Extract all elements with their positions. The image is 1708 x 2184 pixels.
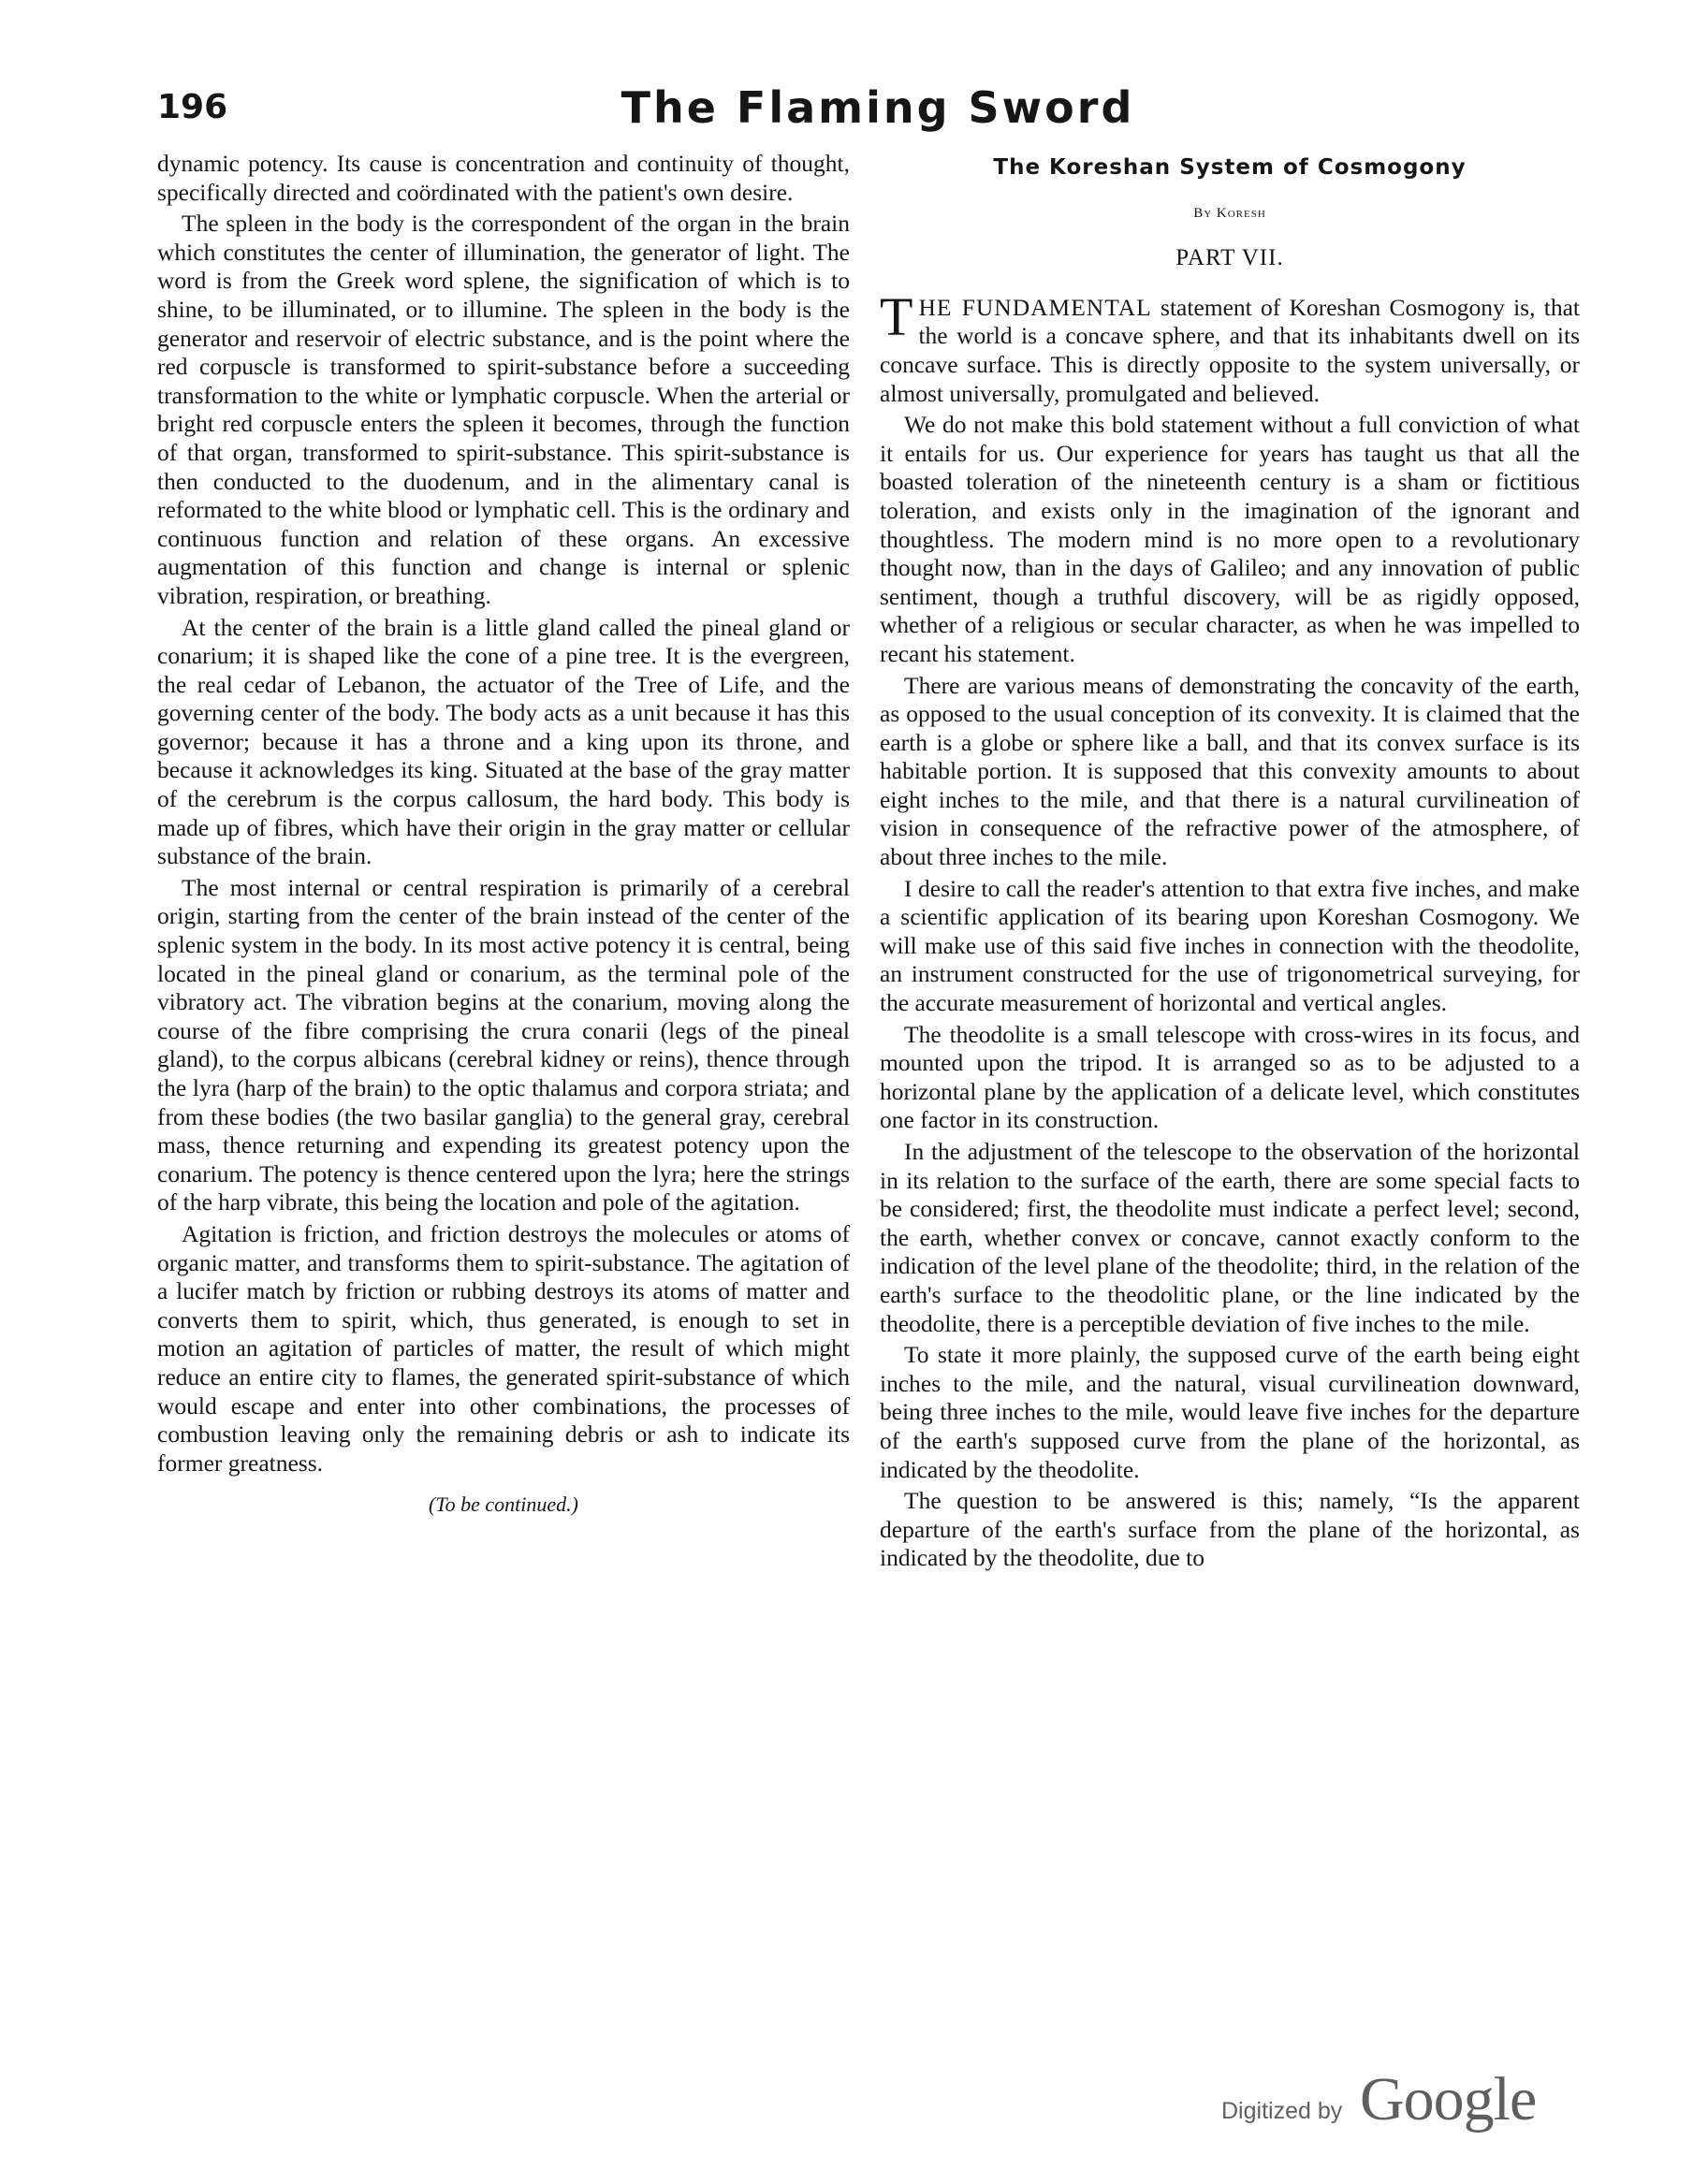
right-paragraph-3: There are various means of demonstrating the concavity of the earth, as opposed to the usual conception of its convexity. It is claimed that the earth is a globe or sphere like a ball, and that its convex surface is its habitable portion. It is supposed that this convexity amounts to about eight inches to the mile, and that there is a natural curvilineation of vision in consequence of the refractive power of the atmosphere, of about three inches to the mile. — [880, 671, 1580, 871]
page-number: 196 — [157, 88, 228, 126]
right-paragraph-5: The theodolite is a small telescope with cross-wires in its focus, and mounted upon the tripod. It is arranged so as to be adjusted to a horizontal plane by the application of a delicate level, which constitutes one factor in its construction. — [880, 1020, 1580, 1134]
right-paragraph-4: I desire to call the reader's attention to that extra five inches, and make a scientific application of its bearing upon Koreshan Cosmogony. We will make use of this said five inches in connection with the theodolite, an instrument constructed for the use of trigonometrical surveying, for the accurate measurement of horizontal and vertical angles. — [880, 874, 1580, 1017]
right-paragraph-8: The question to be answered is this; namely, “Is the apparent departure of the earth's surface from the plane of the horizontal, as indicated by the theodolite, due to — [880, 1487, 1580, 1572]
continued-note: (To be continued.) — [429, 1492, 578, 1517]
left-paragraph-5: Agitation is friction, and friction destroys the molecules or atoms of organic matter, and transforms them to spirit-substance. The agitation of a lucifer match by friction or rubbing destroys its atoms of matter and converts them to spirit, which, thus generated, is enough to set in motion an agitation of particles of matter, the result of which might reduce an entire city to flames, the generated spirit-substance of which would escape and enter into other combinations, the processes of combustion leaving only the remaining debris or ash to indicate its former greatness. — [157, 1219, 850, 1477]
right-paragraph-6: In the adjustment of the telescope to the observation of the horizontal in its relation to the surface of the earth, there are some special facts to be considered; first, the theodolite must indicate a perfect level; second, the earth, whether convex or concave, cannot exactly conform to the indication of the level plane of the theodolite; third, in the relation of the earth's surface to the theodolitic plane, or the line indicated by the theodolite, there is a perceptible deviation of five inches to the mile. — [880, 1138, 1580, 1337]
running-title: The Flaming Sword — [620, 82, 1135, 133]
opening-text: statement of Koreshan Cosmogony is, that the world is a concave sphere, and that its inhabitants dwell on its concave surface. This is directly opposite to the system universally, or almost universally, promulgated and believed. — [880, 293, 1580, 407]
right-paragraph-1 — [880, 285, 1580, 408]
right-paragraph-7: To state it more plainly, the supposed curve of the earth being eight inches to the mile, and the natural, visual curvilineation downward, being three inches to the mile, would leave five inches for the departure of the earth's supposed curve from the plane of the horizontal, as indicated by the theodolite. — [880, 1341, 1580, 1483]
part-heading: PART VII. — [1175, 245, 1284, 271]
google-logo: Google — [1360, 2065, 1537, 2133]
left-paragraph-2: The spleen in the body is the correspondent of the organ in the brain which constitutes the center of illumination, the generator of light. The word is from the Greek word splene, the signification of which is to shine, to be illuminated, or to illumine. The spleen in the body is the generator and reservoir of electric substance, and is the point where the red corpuscle is transformed to spirit-substance before a succeeding transformation to the white or lymphatic corpuscle. When the arterial or bright red corpuscle enters the spleen it becomes, through the function of that organ, transformed to spirit-substance. This spirit-substance is then conducted to the duodenum, and in the alimentary canal is reformated to the white blood or lymphatic cell. This is the ordinary and continuous function and relation of these organs. An excessive augmentation of this function and change is internal or splenic vibration, respiration, or breathing. — [157, 210, 850, 609]
left-paragraph-1: dynamic potency. Its cause is concentration and continuity of thought, specifically directed and coördinated with the patient's own desire. — [157, 150, 850, 206]
article-title: The Koreshan System of Cosmogony — [993, 155, 1467, 180]
page-header — [157, 82, 1599, 138]
right-column — [880, 150, 1580, 1573]
left-paragraph-3: At the center of the brain is a little gland called the pineal gland or conarium; it is shaped like the cone of a pine tree. It is the evergreen, the real cedar of Lebanon, the actuator of the Tree of Life, and the governing center of the body. The body acts as a unit because it has this governor; because it has a throne and a king upon its throne, and because it acknowledges its king. Situated at the base of the gray matter of the cerebrum is the corpus callosum, the hard body. This body is made up of fibres, which have their origin in the gray matter or cellular substance of the brain. — [157, 613, 850, 870]
google-watermark — [1221, 2065, 1577, 2135]
left-column — [157, 150, 850, 1520]
digitized-by-text: Digitized by — [1221, 2098, 1343, 2124]
right-paragraph-2: We do not make this bold statement without a full conviction of what it entails for us. Our experience for years has taught us that all the boasted toleration of the nineteenth century is a sham or fictitious toleration, and exists only in the imagination of the ignorant and thoughtless. The modern mind is no more open to a revolutionary thought now, than in the days of Galileo; and any innovation of public sentiment, though a truthful discovery, will be as rigidly opposed, whether of a religious or secular character, as when he was impelled to recant his statement. — [880, 411, 1580, 667]
opening-caps: HE FUNDAMENTAL — [918, 293, 1152, 321]
byline: By Koresh — [1193, 205, 1266, 221]
drop-cap: T — [880, 285, 913, 347]
left-paragraph-4: The most internal or central respiration is primarily of a cerebral origin, starting from the center of the brain instead of the center of the splenic system in the body. In its most active potency it is central, being located in the pineal gland or conarium, as the terminal pole of the vibratory act. The vibration begins at the conarium, moving along the course of the fibre comprising the crura conarii (legs of the pineal gland), to the corpus albicans (cerebral kidney or reins), thence through the lyra (harp of the brain) to the optic thalamus and corpora striata; and from these bodies (the two basilar ganglia) to the general gray, cerebral mass, thence returning and expending its greatest potency upon the conarium. The potency is thence centered upon the lyra; here the strings of the harp vibrate, this being the location and pole of the agitation. — [157, 873, 850, 1216]
